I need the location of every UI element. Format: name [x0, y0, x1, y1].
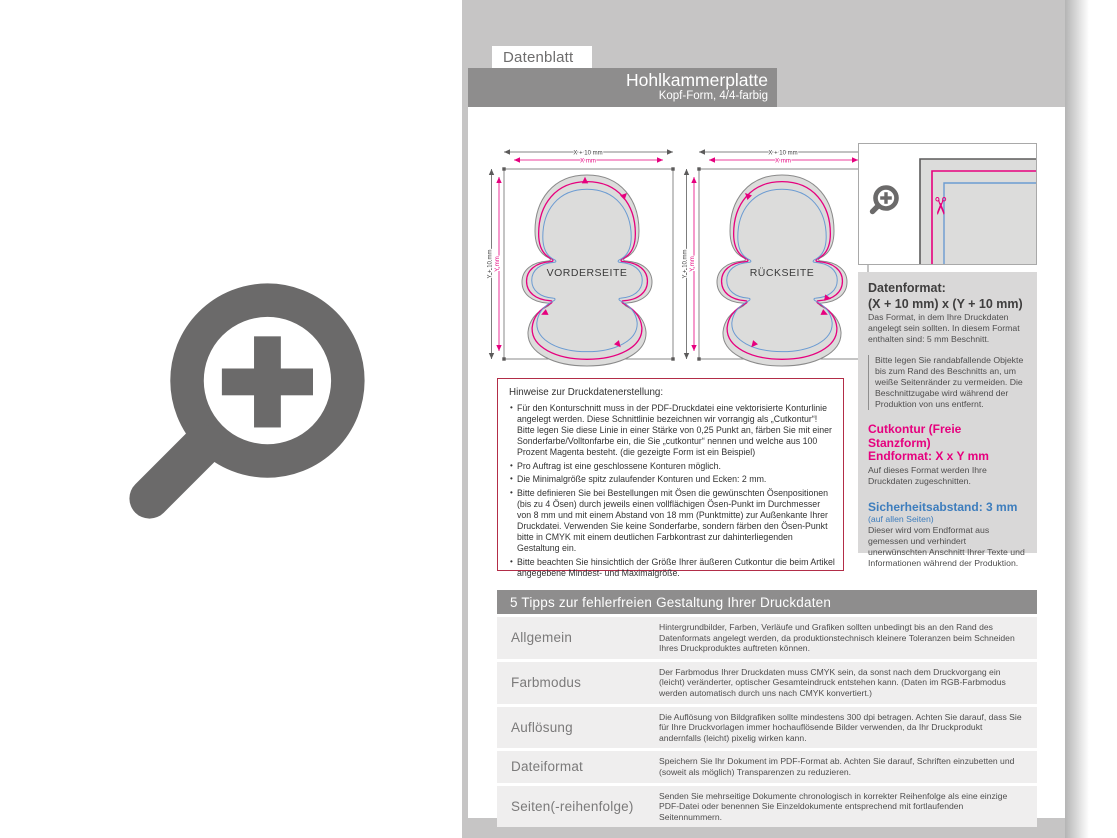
tip-row-label: Seiten(-reihenfolge)	[511, 798, 634, 814]
table-row	[497, 751, 1037, 782]
datenblatt-tag	[492, 46, 592, 68]
dim-x-inner: X mm	[775, 158, 791, 165]
zoom-plus-icon	[112, 268, 380, 536]
hinweise-bullet: • Die Minimalgröße spitz zulaufender Konturen und Ecken: 2 mm.	[509, 474, 835, 485]
hinweise-bullet: • Für den Konturschnitt muss in der PDF-Druckdatei eine vektorisierte Konturlinie angelegt werden. Diese Schnittlinie bezeichnen wir vorrangig als „Cutkontur“! Bitte legen Sie diese Linie in einer Stärke von 0,25 Punkt an, färben Sie mit einer Sonderfarbe/Volltonfarbe ein, die Sie „cutkontur“ nennen und welche aus 100 Prozent Magenta besteht. (die gezeigte Form ist ein Beispiel)	[509, 403, 835, 458]
dim-y-outer: Y + 10 mm	[487, 249, 494, 279]
front-label: VORDERSEITE	[546, 267, 628, 279]
dim-y-outer: Y + 10 mm	[682, 249, 689, 279]
safety-desc: Dieser wird vom Endformat aus gemessen und verhindert unerwünschten Anschnitt Ihrer Texte und Informationen während der Produktion.	[868, 524, 1025, 568]
hinweise-box	[497, 378, 844, 578]
tips-header	[497, 590, 1037, 614]
tip-row-label: Dateiformat	[511, 759, 583, 775]
page-shadow	[1065, 0, 1089, 838]
tips-title: 5 Tipps zur fehlerfreien Gestaltung Ihrer Druckdaten	[510, 594, 832, 610]
bleed-detail-box	[858, 143, 1037, 265]
hinweise-bullet: • Bitte definieren Sie bei Bestellungen mit Ösen die gewünschten Ösenpositionen (bis zu 4 Ösen) durch jeweils einen vollflächigen Ösen-Punkt im Durchmesser von 8 mm und mit einem Abstand von 18 mm (Punktmitte) zur Außenkante Ihrer Druckdatei. Verwenden Sie keine Sonderfarbe, sondern färben den Ösen-Punkt bitte in CMYK mit einem deutlichen Farbkontrast zur dahinterliegenden Gestaltung ein.	[509, 488, 835, 553]
hinweise-bullet: • Bitte beachten Sie hinsichtlich der Größe Ihrer äußeren Cutkontur die beim Artikel angegebene Mindest- und Maximalgröße.	[509, 557, 835, 579]
tip-row-text: Speichern Sie Ihr Dokument im PDF-Format ab. Achten Sie darauf, Schriften einzubetten und (soweit als möglich) Transparenzen zu reduzieren.	[659, 756, 1015, 777]
table-row	[497, 707, 1037, 749]
endformat-title: Endformat: X x Y mm	[868, 449, 989, 463]
back-label: RÜCKSEITE	[749, 267, 815, 279]
dim-x-outer: X + 10 mm	[573, 150, 603, 157]
product-title: Hohlkammerplatte	[626, 70, 768, 90]
tip-row-text: Der Farbmodus Ihrer Druckdaten muss CMYK sein, da sonst nach dem Druckvorgang ein (leicht) veränderter, optischer Gesamteindruck entstehen kann. (Daten im RGB-Farbmodus werden automatisch durch uns nach CMYK konvertiert.)	[659, 666, 1006, 698]
safety-subtitle: (auf allen Seiten)	[868, 513, 934, 524]
title-bar	[468, 68, 777, 107]
tip-row-label: Allgemein	[511, 630, 573, 646]
datenformat-desc: Das Format, in dem Ihre Druckdaten angelegt sein sollten. In diesem Format enthalten sind: 5 mm Beschnitt.	[868, 312, 1020, 344]
tip-row-label: Auflösung	[511, 719, 573, 735]
cutkontur-desc: Auf dieses Format werden Ihre Druckdaten zugeschnitten.	[868, 464, 987, 486]
safety-title: Sicherheitsabstand: 3 mm	[868, 499, 1018, 514]
format-info-panel	[858, 272, 1037, 568]
tips-table	[497, 617, 1037, 830]
hinweise-title: Hinweise zur Druckdatenerstellung:	[509, 387, 664, 398]
table-row	[497, 617, 1037, 659]
tip-row-text: Hintergrundbilder, Farben, Verläufe und Grafiken sollten unbedingt bis an den Rand des Datenformats angelegt werden, da produktionstechnisch kleinere Toleranzen beim Schneiden Ihres Druckproduktes auftreten können.	[659, 622, 1015, 654]
tip-row-label: Farbmodus	[511, 675, 582, 691]
cutkontur-title: Cutkontur (Freie Stanzform)	[868, 422, 962, 450]
bleed-note: Bitte legen Sie randabfallende Objekte bis zum Rand des Beschnitts an, um weiße Seitenränder zu vermeiden. Die Beschnittzugabe wird während der Produktion von uns entfernt.	[868, 355, 1027, 410]
table-row	[497, 662, 1037, 704]
tip-row-text: Senden Sie mehrseitige Dokumente chronologisch in korrekter Reihenfolge als eine einzige PDF-Datei oder benennen Sie Einzeldokumente entsprechend mit fortlaufenden Seitennummern.	[659, 790, 1008, 822]
back-diagram	[682, 143, 878, 375]
product-subtitle: Kopf-Form, 4/4-farbig	[658, 90, 768, 102]
table-row	[497, 786, 1037, 828]
datasheet-page	[462, 0, 1065, 838]
tip-row-text: Die Auflösung von Bildgrafiken sollte mindestens 300 dpi betragen. Achten Sie darauf, dass Sie für Ihre Druckvorlagen immer hochauflösende Bilder verwenden, da Ihr Druckprodukt andernfalls (leicht) pixelig wirken kann.	[659, 711, 1022, 743]
front-diagram	[487, 143, 683, 375]
hinweise-bullet: • Pro Auftrag ist eine geschlossene Konturen möglich.	[509, 461, 835, 472]
scissors-icon: ✂	[926, 195, 953, 217]
datenformat-title: Datenformat:	[868, 281, 946, 295]
datenformat-formula: (X + 10 mm) x (Y + 10 mm)	[868, 297, 1023, 311]
dim-y-inner: Y mm	[495, 256, 501, 272]
zoom-plus-small-icon	[873, 188, 897, 212]
dim-y-inner: Y mm	[690, 256, 696, 272]
bleed-detail-drawing	[859, 144, 1036, 264]
dim-x-outer: X + 10 mm	[768, 150, 798, 157]
dim-x-inner: X mm	[580, 158, 596, 165]
datenblatt-label: Datenblatt	[503, 48, 574, 66]
